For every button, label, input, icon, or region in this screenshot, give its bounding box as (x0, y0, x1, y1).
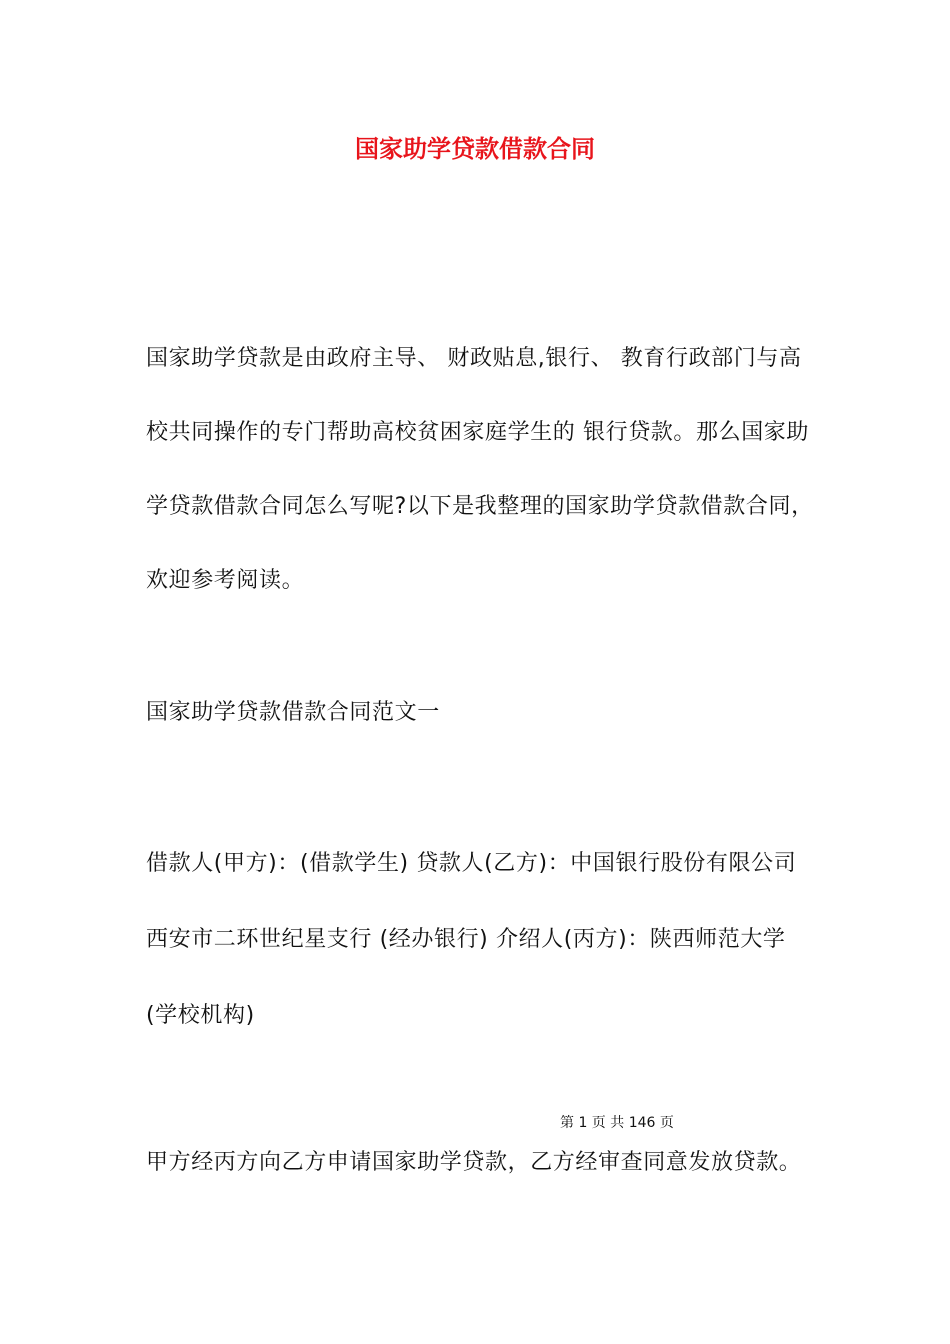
intro-paragraph (146, 322, 826, 618)
intro-line: 欢迎参考阅读。 (146, 568, 305, 593)
parties-line: 借款人(甲方)：(借款学生) 贷款人(乙方)：中国银行股份有限公司 (146, 851, 797, 876)
intro-line: 学贷款借款合同怎么写呢?以下是我整理的国家助学贷款借款合同， (146, 494, 814, 519)
document-title: 国家助学贷款借款合同 (355, 135, 595, 163)
parties-paragraph (146, 826, 826, 1054)
section-heading: 国家助学贷款借款合同范文一 (146, 700, 440, 725)
intro-line: 校共同操作的专门帮助高校贫困家庭学生的 银行贷款。那么国家助 (146, 420, 809, 445)
parties-line: 西安市二环世纪星支行 (经办银行) 介绍人(丙方)：陕西师范大学 (146, 927, 786, 952)
agreement-line: 甲方经丙方向乙方申请国家助学贷款，乙方经审查同意发放贷款。 (146, 1150, 802, 1175)
page-number: 第 1 页 共 146 页 (560, 1115, 674, 1131)
parties-line: (学校机构) (146, 1003, 255, 1028)
intro-line: 国家助学贷款是由政府主导、 财政贴息,银行、 教育行政部门与高 (146, 346, 802, 371)
